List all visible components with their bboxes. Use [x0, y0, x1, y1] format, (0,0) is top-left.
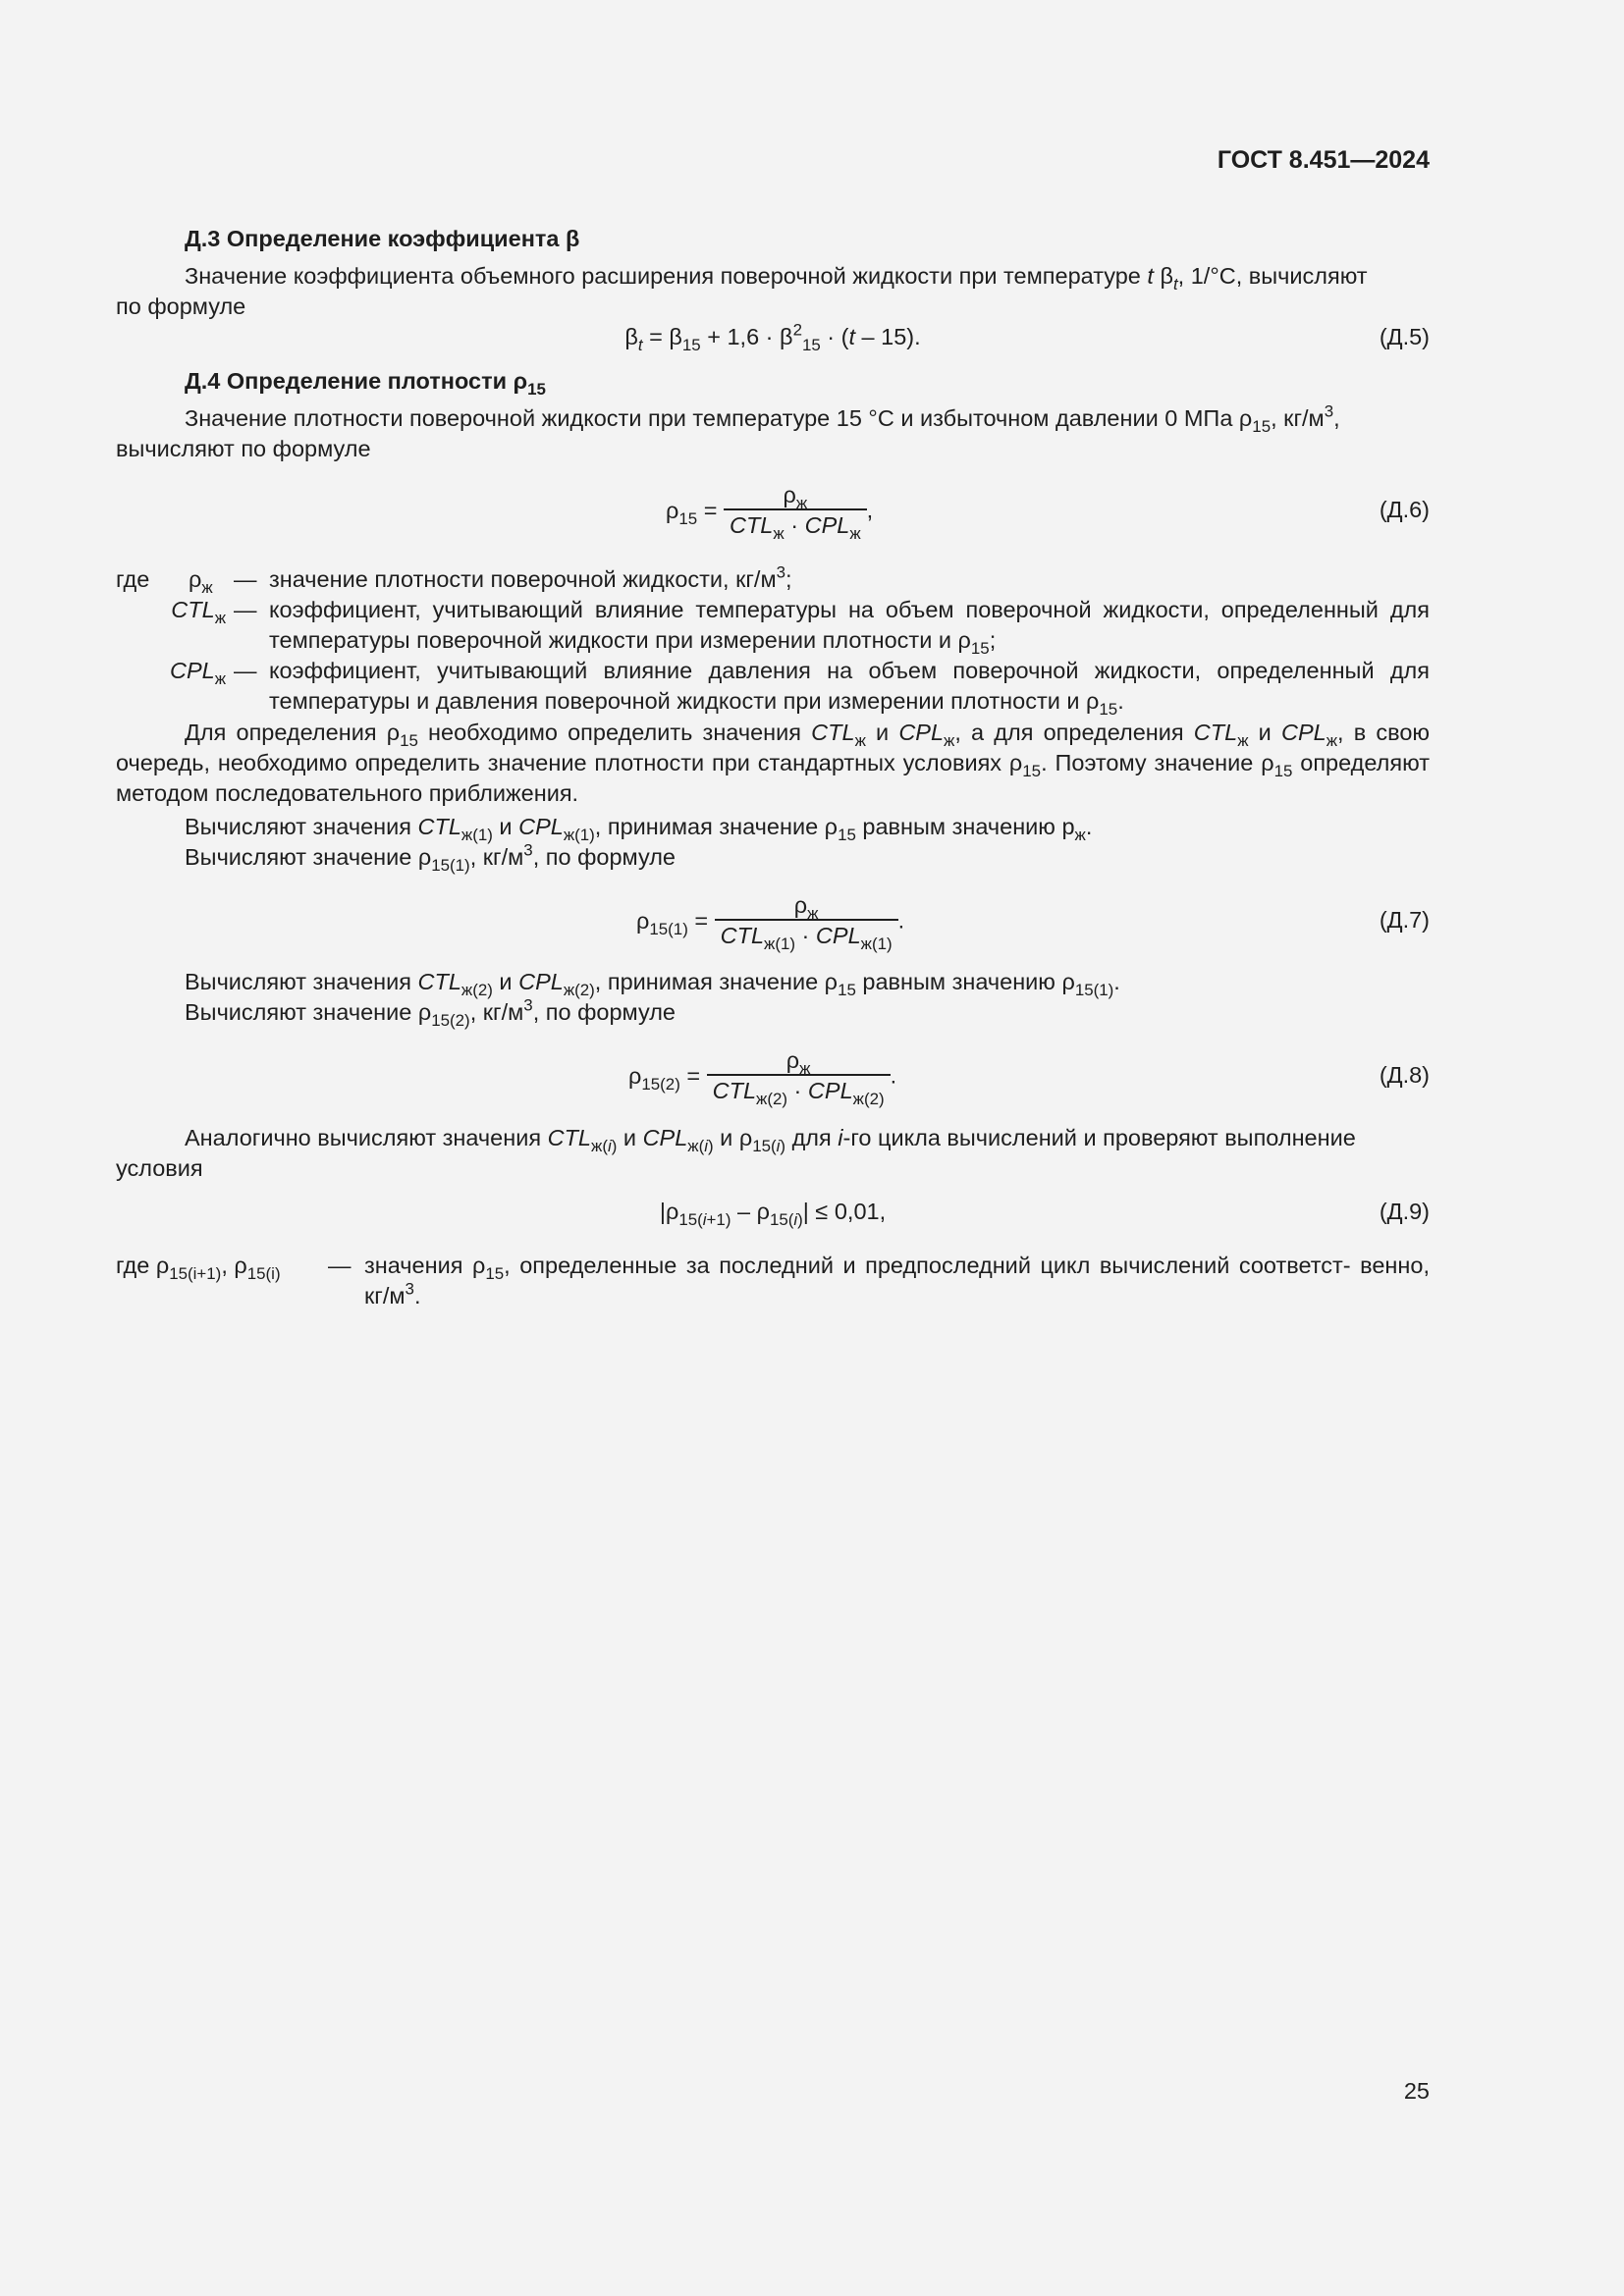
step3-line2: условия	[116, 1155, 203, 1181]
formula-d6-expression: $\rho_{15}$ = $\frac{\rho_ж}{CTL_ж \cdot CPL_ж}$ ,	[666, 482, 874, 543]
d4-intro-line2: вычисляют по формуле	[116, 436, 371, 461]
d4-intro-line1: Значение плотности поверочной жидкости при температуре 15 °С и избыточном давлении 0 МПа $\rho_{15}$, $кг/м^3$,	[185, 401, 1340, 436]
step1-line: Вычисляют значения $CTL_{ж(1)}$ и $CPL_{ж(1)}$, принимая значение $\rho_{15}$ равным значению $р_ж$.	[185, 814, 1093, 844]
page-number: 25	[1403, 2078, 1430, 2104]
step1b-line: Вычисляют значение $\rho_{15(1)}$, $кг/м^3$, по формуле	[185, 840, 676, 875]
section-heading-d4: Д.4 Определение плотности $\rho_{15}$	[185, 368, 546, 399]
step3-line: Аналогично вычисляют значения $CTL_{ж(i)}$ и $CPL_{ж(i)}$ и $\rho_{15(i)}$ для i-го цикла вычислений и проверяют выполнение	[185, 1125, 1356, 1155]
document-page: ГОСТ 8.451—2024 Д.3 Определение коэффициента β Значение коэффициента объемного расширения поверочной жидкости при температуре t $\beta_t$, 1/°С, вычисляют по формуле $\beta_t = \beta_{15} + 1,6 \cdot \beta^2_{15} \cdot (t - 15)$. (Д.5) Д.4 Определение плотности $\rho_{15}$ Значение плотности поверочной жидкости при температуре 15 °С и избыточном давлении 0 МПа $\rho_{15}$, $кг/м^3$, вычисляют по формуле $\rho_{15}$ = $\frac{\rho_ж}{CTL_ж \cdot CPL_ж}$ , (Д.6) где $\rho_ж$ — значение плотности поверочной жидкости, $кг/м^3$; $CTL_ж$ — коэффициент, учитывающий влияние температуры на объем поверочной жидкости, определенный для температуры поверочной жидкости при измерении плотности и $\rho_{15}$; $CPL_ж$ — коэффициент, учитывающий влияние давления на объем поверочной жидкости, определенный для температуры и давления поверочной жидкости при измерении плотности и $\rho_{15}$. Для определения $\rho_{15}$ необходимо определить значения $CTL_ж$ и $CPL_ж$, а для определения $CTL_ж$ и $CPL_ж$, в свою очередь, необходимо определить значение плотности при стандартных условиях $\rho_{15}$. Поэтому значение $\rho_{15}$ определяют методом последовательного приближения. Вычисляют значения $CTL_{ж(1)}$ и $CPL_{ж(1)}$, принимая значение $\rho_{15}$ равным значению $р_ж$. Вычисляют значение $\rho_{15(1)}$, $кг/м^3$, по формуле $\rho_{15(1)}$ = $\frac{\rho_ж}{CTL_{ж(1)} \cdot CPL_{ж(1)}}$ . (Д.7) Вычисляют значения $CTL_{ж(2)}$ и $CPL_{ж(2)}$, принимая значение $\rho_{15}$ равным значению $\rho_{15(1)}$. Вычисляют значение $\rho_{15(2)}$, $кг/м^3$, по формуле $\rho_{15(2)}$ = $\frac{\rho_ж}{CTL_{ж(2)} \cdot CPL_{ж(2)}}$ . (Д.8) Аналогично вычисляют значения $CTL_{ж(i)}$ и $CPL_{ж(i)}$ и $\rho_{15(i)}$ для i-го цикла вычислений и проверяют выполнение условия $|\rho_{15(i+1)} - \rho_{15(i)}| \le 0,01$, (Д.9) где $\rho_{15(i+1)}$, $\rho_{15(i)}$ — значения $\rho_{15}$, определенные за последний и предпоследний цикл вычислений соответст- венно, $кг/м^3$. 25	[0, 0, 1624, 2296]
formula-d5-number: (Д.5)	[1379, 324, 1430, 349]
d3-intro-line2: по формуле	[116, 294, 246, 319]
formula-d9-number: (Д.9)	[1379, 1199, 1430, 1224]
formula-d6-number: (Д.6)	[1379, 497, 1430, 522]
formula-d7-number: (Д.7)	[1379, 907, 1430, 933]
where-label: где	[116, 566, 150, 592]
section-heading-d3: Д.3 Определение коэффициента β	[185, 226, 580, 251]
step2-line: Вычисляют значения $CTL_{ж(2)}$ и $CPL_{ж(2)}$, принимая значение $\rho_{15}$ равным значению $\rho_{15(1)}$.	[185, 969, 1120, 999]
formula-d5-expression: $\beta_t = \beta_{15} + 1,6 \cdot \beta^2_{15} \cdot (t - 15)$.	[624, 320, 921, 354]
formula-d7-expression: $\rho_{15(1)}$ = $\frac{\rho_ж}{CTL_{ж(1)} \cdot CPL_{ж(1)}}$ .	[636, 892, 905, 953]
formula-d8-expression: $\rho_{15(2)}$ = $\frac{\rho_ж}{CTL_{ж(2)} \cdot CPL_{ж(2)}}$ .	[628, 1047, 897, 1108]
step2b-line: Вычисляют значение $\rho_{15(2)}$, $кг/м^3$, по формуле	[185, 995, 676, 1030]
formula-d8-number: (Д.8)	[1379, 1062, 1430, 1088]
document-code: ГОСТ 8.451—2024	[1217, 146, 1430, 174]
formula-d9-expression: $|\rho_{15(i+1)} - \rho_{15(i)}| \le 0,01$,	[659, 1199, 887, 1229]
paragraph-approximation: Для определения $\rho_{15}$ необходимо определить значения $CTL_ж$ и $CPL_ж$, а для определения $CTL_ж$ и $CPL_ж$, в свою очередь, необходимо определить значение плотности при стандартных условиях $\rho_{15}$. Поэтому значение $\rho_{15}$ определяют методом последовательного приближения.	[116, 720, 1431, 806]
d3-intro-line1: Значение коэффициента объемного расширения поверочной жидкости при температуре t $\beta_t$, 1/°С, вычисляют	[185, 263, 1368, 294]
